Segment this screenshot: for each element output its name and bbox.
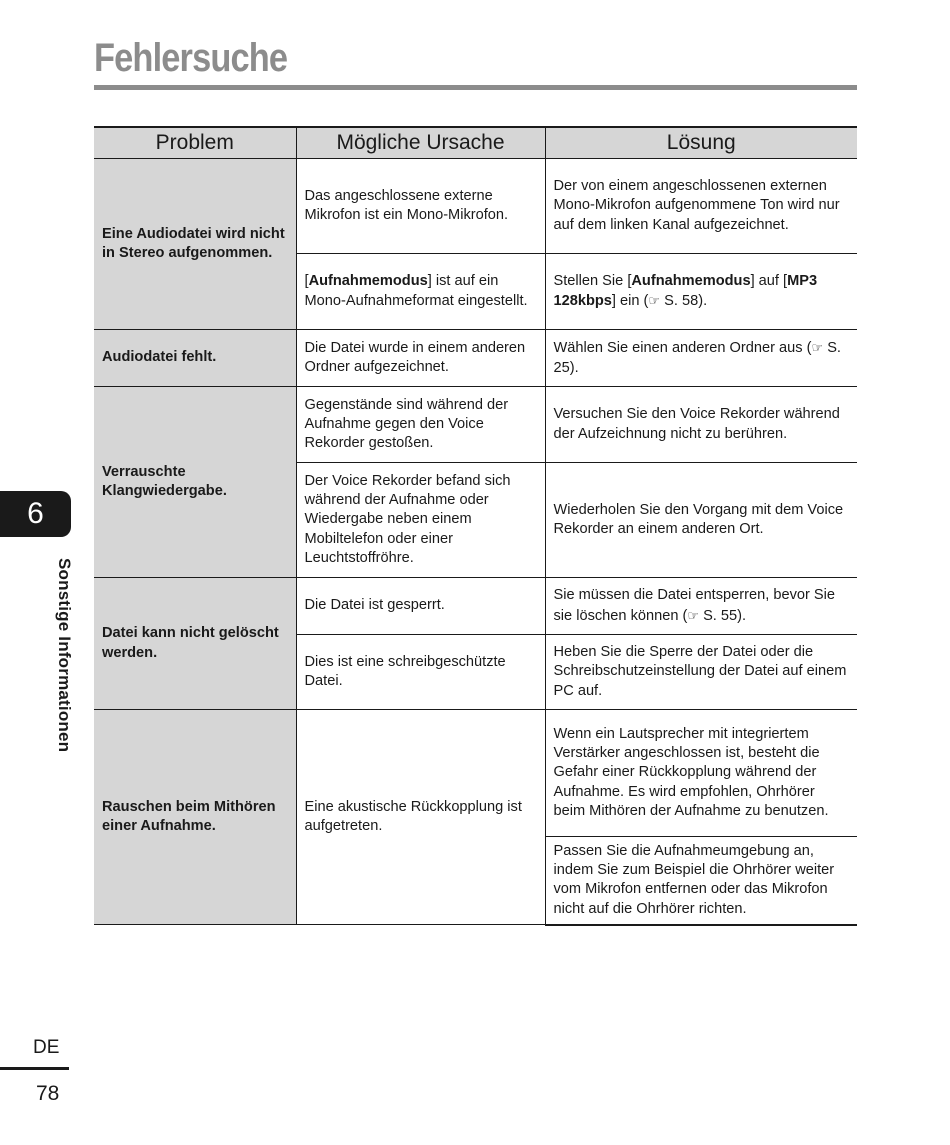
setting-value: MP3 128kbps <box>553 272 818 309</box>
header-solution: Lösung <box>545 127 857 159</box>
solution-text: S. 25). <box>553 340 841 376</box>
page-reference-icon: ☞ <box>687 607 700 623</box>
cause-cell: Die Datei ist gesperrt. <box>296 578 545 635</box>
solution-cell <box>545 330 857 387</box>
solution-cell <box>545 578 857 635</box>
solution-text: S. 55). <box>699 607 747 624</box>
table-row <box>94 159 857 254</box>
solution-text: ] auf [ <box>750 272 788 289</box>
problem-cell: Audiodatei fehlt. <box>94 330 296 387</box>
solution-cell: Heben Sie die Sperre der Datei oder die Schreibschutzeinstellung der Datei auf einem PC auf. <box>545 635 857 710</box>
cause-cell: Eine akustische Rückkopplung ist aufgetreten. <box>296 710 545 925</box>
chapter-label: Sonstige Informationen <box>55 558 74 753</box>
title-divider <box>94 85 857 90</box>
cause-cell: Gegenstände sind während der Aufnahme gegen den Voice Rekorder gestoßen. <box>296 387 545 463</box>
page-title: Fehlersuche <box>94 36 288 80</box>
solution-cell <box>545 254 857 330</box>
cause-cell: Dies ist eine schreibgeschützte Datei. <box>296 635 545 710</box>
solution-text: Stellen Sie [ <box>553 272 632 289</box>
problem-cell: Eine Audiodatei wird nicht in Stereo aufgenommen. <box>94 159 296 330</box>
cause-text: ] ist auf ein Mono-Aufnahmeformat eingestellt. <box>304 273 528 309</box>
problem-cell: Rauschen beim Mithören einer Aufnahme. <box>94 710 296 925</box>
chapter-tab <box>0 491 71 537</box>
table-row <box>94 330 857 387</box>
header-cause: Mögliche Ursache <box>296 127 545 159</box>
problem-cell: Verrauschte Klangwiedergabe. <box>94 387 296 578</box>
cause-cell: Der Voice Rekorder befand sich während der Aufnahme oder Wiedergabe neben einem Mobiltelefon oder einer Leuchtstoffröhre. <box>296 463 545 578</box>
page-reference-icon: ☞ <box>648 293 661 308</box>
table-row <box>94 387 857 463</box>
troubleshooting-table <box>94 126 857 926</box>
solution-cell: Der von einem angeschlossenen externen Mono-Mikrofon aufgenommene Ton wird nur auf dem linken Kanal aufgezeichnet. <box>545 159 857 254</box>
solution-cell: Passen Sie die Aufnahmeumgebung an, indem Sie zum Beispiel die Ohrhörer weiter vom Mikrofon entfernen oder das Mikrofon nicht auf die Ohrhörer richten. <box>545 837 857 925</box>
table-header-row <box>94 127 857 159</box>
footer-divider <box>0 1067 69 1070</box>
problem-cell: Datei kann nicht gelöscht werden. <box>94 578 296 710</box>
setting-name: Aufnahmemodus <box>308 273 428 290</box>
table-row <box>94 710 857 837</box>
solution-text: ] ein ( <box>611 293 649 309</box>
cause-text: [ <box>304 273 309 290</box>
cause-cell: Das angeschlossene externe Mikrofon ist ein Mono-Mikrofon. <box>296 159 545 254</box>
page-number: 78 <box>36 1082 60 1105</box>
solution-cell: Wiederholen Sie den Vorgang mit dem Voice Rekorder an einem anderen Ort. <box>545 463 857 578</box>
table-row <box>94 578 857 635</box>
header-problem: Problem <box>94 127 296 159</box>
setting-name: Aufnahmemodus <box>631 272 751 289</box>
chapter-number: 6 <box>27 497 44 530</box>
solution-text: Sie müssen die Datei entsperren, bevor Sie sie löschen können ( <box>553 587 835 624</box>
solution-cell: Versuchen Sie den Voice Rekorder während der Aufzeichnung nicht zu berühren. <box>545 387 857 463</box>
solution-text: Wählen Sie einen anderen Ordner aus ( <box>553 340 812 357</box>
cause-cell <box>296 254 545 330</box>
solution-cell: Wenn ein Lautsprecher mit integriertem Verstärker angeschlossen ist, besteht die Gefahr einer Rückkopplung während der Aufnahme. Es wird empfohlen, Ohrhörer beim Mithören der Aufnahme zu benutzen. <box>545 710 857 837</box>
page-reference-icon: ☞ <box>811 340 824 356</box>
solution-text: S. 58). <box>660 293 708 309</box>
language-code: DE <box>33 1037 60 1058</box>
cause-cell: Die Datei wurde in einem anderen Ordner aufgezeichnet. <box>296 330 545 387</box>
